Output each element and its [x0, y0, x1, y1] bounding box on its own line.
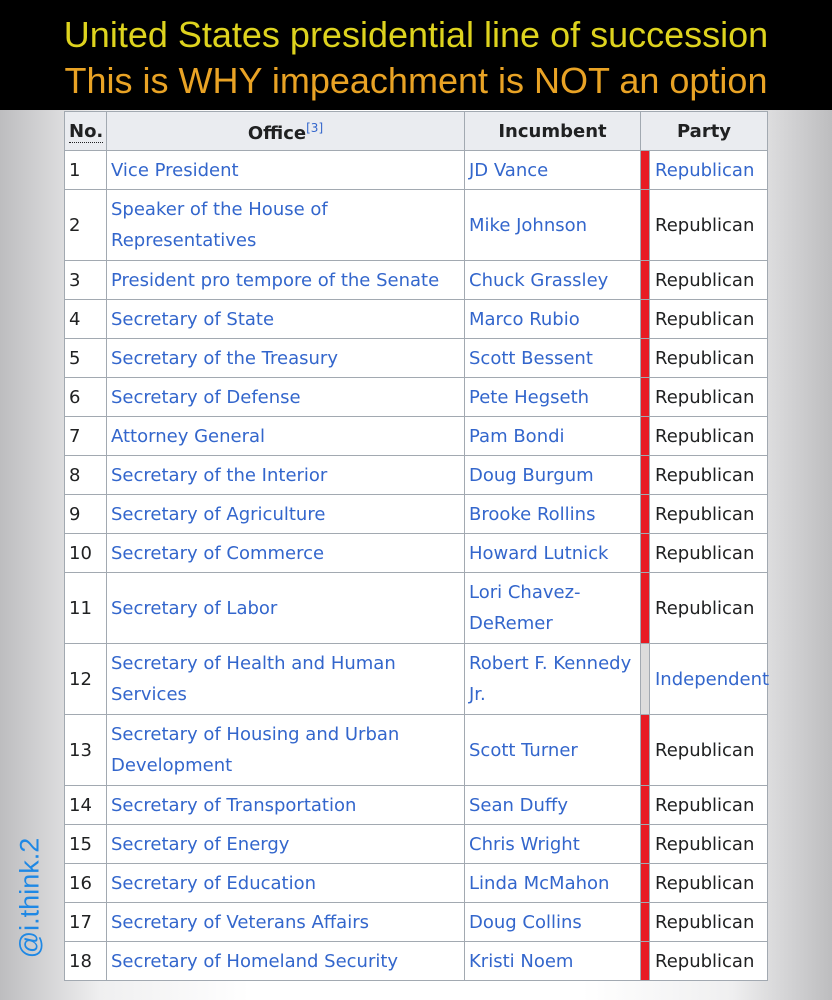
row-number: 14 — [65, 786, 107, 825]
table-row — [65, 715, 768, 786]
office-link[interactable]: Secretary of the Interior — [107, 456, 465, 495]
table-row — [65, 339, 768, 378]
row-number: 15 — [65, 825, 107, 864]
header-office-label: Office — [247, 123, 307, 144]
office-link[interactable]: Secretary of State — [107, 300, 465, 339]
row-number: 16 — [65, 864, 107, 903]
row-number: 13 — [65, 715, 107, 786]
row-number: 1 — [65, 151, 107, 190]
office-link[interactable]: Secretary of Labor — [107, 573, 465, 644]
incumbent-link[interactable]: Pam Bondi — [465, 417, 641, 456]
table-row — [65, 417, 768, 456]
party-label[interactable]: Independent — [650, 644, 768, 715]
party-color-swatch — [641, 864, 650, 903]
row-number: 9 — [65, 495, 107, 534]
party-color-swatch — [641, 495, 650, 534]
incumbent-link[interactable]: Doug Collins — [465, 903, 641, 942]
row-number: 5 — [65, 339, 107, 378]
party-color-swatch — [641, 151, 650, 190]
header-no-label: No. — [69, 120, 104, 142]
party-color-swatch — [641, 825, 650, 864]
party-color-swatch — [641, 573, 650, 644]
table-row — [65, 573, 768, 644]
incumbent-link[interactable]: Marco Rubio — [465, 300, 641, 339]
party-color-swatch — [641, 378, 650, 417]
office-link[interactable]: President pro tempore of the Senate — [107, 261, 465, 300]
incumbent-link[interactable]: Sean Duffy — [465, 786, 641, 825]
party-label: Republican — [650, 378, 768, 417]
table-header-row — [65, 112, 768, 151]
row-number: 17 — [65, 903, 107, 942]
party-color-swatch — [641, 417, 650, 456]
party-label: Republican — [650, 261, 768, 300]
incumbent-link[interactable]: Howard Lutnick — [465, 534, 641, 573]
table-row — [65, 495, 768, 534]
table-row — [65, 644, 768, 715]
party-color-swatch — [641, 300, 650, 339]
table-row — [65, 903, 768, 942]
row-number: 6 — [65, 378, 107, 417]
incumbent-link[interactable]: Lori Chavez-DeRemer — [465, 573, 641, 644]
office-link[interactable]: Secretary of Energy — [107, 825, 465, 864]
party-label: Republican — [650, 417, 768, 456]
incumbent-link[interactable]: Pete Hegseth — [465, 378, 641, 417]
office-reference-link[interactable]: [3] — [306, 121, 324, 135]
table-row — [65, 534, 768, 573]
row-number: 2 — [65, 190, 107, 261]
party-label: Republican — [650, 573, 768, 644]
incumbent-link[interactable]: Scott Bessent — [465, 339, 641, 378]
office-link[interactable]: Secretary of Education — [107, 864, 465, 903]
header-no[interactable] — [65, 112, 107, 151]
office-link[interactable]: Secretary of Homeland Security — [107, 942, 465, 981]
party-label: Republican — [650, 825, 768, 864]
incumbent-link[interactable]: Brooke Rollins — [465, 495, 641, 534]
incumbent-link[interactable]: Doug Burgum — [465, 456, 641, 495]
party-label[interactable]: Republican — [650, 151, 768, 190]
header-office[interactable] — [107, 112, 465, 151]
party-label: Republican — [650, 495, 768, 534]
header-incumbent[interactable]: Incumbent — [465, 112, 641, 151]
office-link[interactable]: Secretary of Commerce — [107, 534, 465, 573]
table-row — [65, 825, 768, 864]
party-color-swatch — [641, 190, 650, 261]
party-label: Republican — [650, 864, 768, 903]
office-link[interactable]: Speaker of the House of Representatives — [107, 190, 465, 261]
row-number: 12 — [65, 644, 107, 715]
row-number: 18 — [65, 942, 107, 981]
party-color-swatch — [641, 261, 650, 300]
party-color-swatch — [641, 534, 650, 573]
incumbent-link[interactable]: Chuck Grassley — [465, 261, 641, 300]
office-link[interactable]: Attorney General — [107, 417, 465, 456]
table-row — [65, 151, 768, 190]
office-link[interactable]: Secretary of Transportation — [107, 786, 465, 825]
table-row — [65, 190, 768, 261]
banner-title: United States presidential line of succession — [63, 14, 769, 55]
watermark — [0, 798, 60, 998]
row-number: 3 — [65, 261, 107, 300]
row-number: 10 — [65, 534, 107, 573]
table-row — [65, 942, 768, 981]
incumbent-link[interactable]: Kristi Noem — [465, 942, 641, 981]
party-label: Republican — [650, 300, 768, 339]
party-label: Republican — [650, 786, 768, 825]
party-color-swatch — [641, 903, 650, 942]
party-color-swatch — [641, 786, 650, 825]
party-color-swatch — [641, 715, 650, 786]
watermark-handle: @i.think.2 — [14, 837, 45, 959]
row-number: 7 — [65, 417, 107, 456]
office-link[interactable]: Secretary of Agriculture — [107, 495, 465, 534]
header-party[interactable]: Party — [641, 112, 768, 151]
party-color-swatch — [641, 456, 650, 495]
incumbent-link[interactable]: Mike Johnson — [465, 190, 641, 261]
table-row — [65, 786, 768, 825]
title-banner — [0, 0, 832, 110]
row-number: 8 — [65, 456, 107, 495]
incumbent-link[interactable]: Linda McMahon — [465, 864, 641, 903]
party-color-swatch — [641, 644, 650, 715]
table-row — [65, 378, 768, 417]
incumbent-link[interactable]: JD Vance — [465, 151, 641, 190]
incumbent-link[interactable]: Scott Turner — [465, 715, 641, 786]
office-link[interactable]: Vice President — [107, 151, 465, 190]
row-number: 4 — [65, 300, 107, 339]
party-label: Republican — [650, 190, 768, 261]
office-link[interactable]: Secretary of the Treasury — [107, 339, 465, 378]
party-color-swatch — [641, 339, 650, 378]
party-label: Republican — [650, 339, 768, 378]
office-link[interactable]: Secretary of Health and Human Services — [107, 644, 465, 715]
party-label: Republican — [650, 942, 768, 981]
party-label: Republican — [650, 456, 768, 495]
party-label: Republican — [650, 534, 768, 573]
succession-table — [64, 111, 768, 981]
table-row — [65, 456, 768, 495]
party-label: Republican — [650, 715, 768, 786]
party-color-swatch — [641, 942, 650, 981]
table-row — [65, 864, 768, 903]
incumbent-link[interactable]: Chris Wright — [465, 825, 641, 864]
row-number: 11 — [65, 573, 107, 644]
banner-subtitle: This is WHY impeachment is NOT an option — [64, 60, 768, 101]
office-link[interactable]: Secretary of Veterans Affairs — [107, 903, 465, 942]
table-row — [65, 261, 768, 300]
office-link[interactable]: Secretary of Defense — [107, 378, 465, 417]
table-row — [65, 300, 768, 339]
incumbent-link[interactable]: Robert F. Kennedy Jr. — [465, 644, 641, 715]
party-label: Republican — [650, 903, 768, 942]
office-link[interactable]: Secretary of Housing and Urban Development — [107, 715, 465, 786]
